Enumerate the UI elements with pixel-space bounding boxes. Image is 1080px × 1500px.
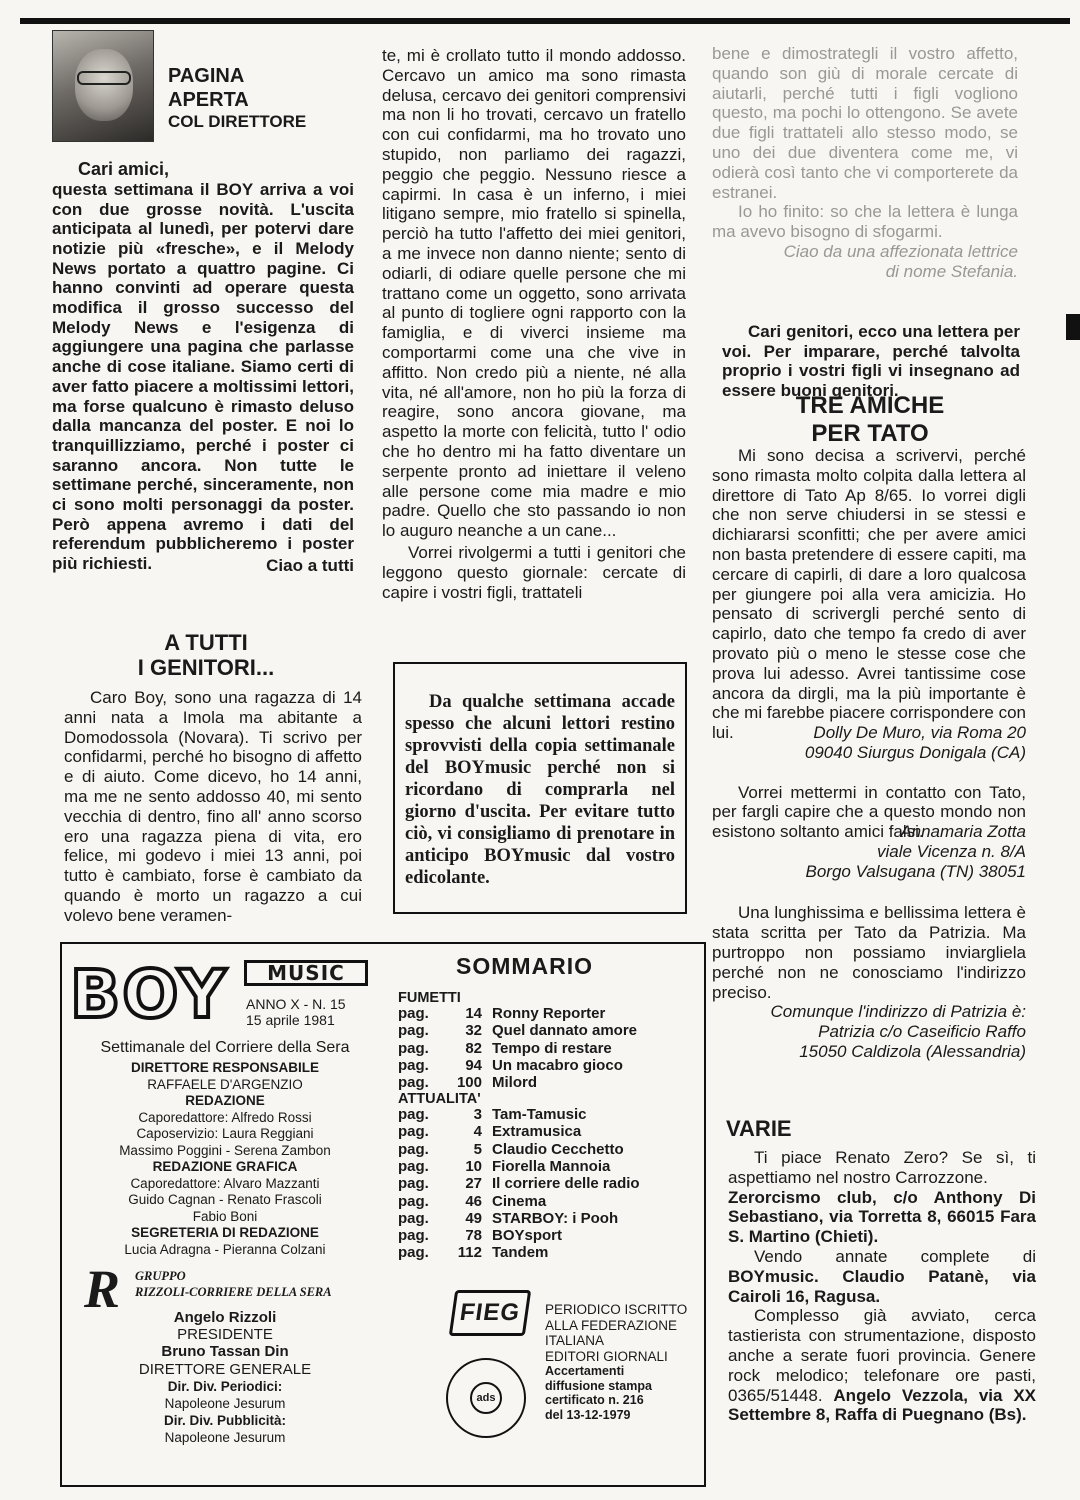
music-logo: MUSIC xyxy=(244,960,368,986)
caption-line: ITALIANA xyxy=(545,1333,605,1348)
sommario-entry-title: Il corriere delle radio xyxy=(492,1175,640,1193)
sommario-fumetti-heading: FUMETTI xyxy=(398,990,461,1006)
rizzoli-group-line1: GRUPPO xyxy=(135,1269,186,1283)
glasses-shape xyxy=(77,71,131,85)
issue-info xyxy=(246,996,346,1028)
sommario-page-number: 14 xyxy=(465,1005,482,1022)
masthead-person-line: Bruno Tassan Din xyxy=(161,1343,289,1361)
tato-sign-1b: 09040 Siurgus Donigala (CA) xyxy=(804,742,1026,762)
sommario-pag: pag. xyxy=(398,1140,429,1158)
sommario-entry-title: Fiorella Mannoia xyxy=(492,1157,611,1175)
sommario-row xyxy=(398,1106,698,1123)
fieg-text xyxy=(545,1302,687,1364)
tato-sign-2c: Borgo Valsugana (TN) 38051 xyxy=(805,861,1026,881)
sommario-entry-title: Milord xyxy=(492,1074,537,1092)
varie-item3a: Complesso già avviato, cerca tastierista con strumentazione, disposto anche a serate fuori provincia. Genere rock melodico; telefonare ore pasti, 0365/51448. xyxy=(728,1306,1036,1405)
sommario-row xyxy=(398,1141,698,1158)
issue-number: ANNO X - N. 15 xyxy=(246,996,346,1012)
letter-headline xyxy=(60,630,352,680)
varie-item2a: Vendo annate complete di xyxy=(754,1246,1036,1266)
masthead-person-line: Angelo Rizzoli xyxy=(173,1309,277,1326)
sommario-entry-title: Cinema xyxy=(492,1192,547,1210)
sommario-page-number: 27 xyxy=(465,1175,482,1193)
sommario-page-number: 32 xyxy=(465,1022,482,1040)
tato-headline-line2: PER TATO xyxy=(811,420,929,447)
tato-sign-2a: Annamaria Zotta xyxy=(900,821,1026,841)
masthead-person-line: Dir. Div. Periodici: xyxy=(167,1378,283,1394)
sommario-pag: pag. xyxy=(398,1056,429,1074)
page-subtitle: COL DIRETTORE xyxy=(168,112,307,131)
masthead-person-line: Napoleone Jesurum xyxy=(164,1396,286,1411)
sommario-entry-title: Quel dannato amore xyxy=(492,1022,638,1040)
sommario-entry-title: Tempo di restare xyxy=(492,1039,612,1057)
masthead-line: REDAZIONE xyxy=(185,1093,265,1108)
page-title xyxy=(168,64,249,112)
sommario-entry-title: Un macabro gioco xyxy=(492,1056,623,1074)
sommario-row xyxy=(398,1193,698,1210)
sommario-page-number: 5 xyxy=(473,1140,482,1158)
masthead-line: REDAZIONE GRAFICA xyxy=(152,1159,298,1174)
masthead-line: Guido Cagnan - Renato Frascoli xyxy=(128,1192,322,1207)
letter-column-3 xyxy=(712,44,1018,282)
sommario-entry-title: Tandem xyxy=(492,1244,549,1262)
masthead-person-line: PRESIDENTE xyxy=(177,1326,273,1344)
sommario-pag: pag. xyxy=(398,1209,429,1227)
boy-logo: BOY xyxy=(70,956,228,1033)
sommario-row xyxy=(398,1175,698,1192)
sommario-pag: pag. xyxy=(398,1123,429,1141)
sommario-page-number: 10 xyxy=(465,1157,482,1175)
caption-line: del 13-12-1979 xyxy=(545,1407,631,1422)
varie-item3b: Angelo Vezzola, via XX Settembre 8, Raffa di Puegnano (Bs). xyxy=(728,1385,1036,1425)
sommario-row xyxy=(398,1005,698,1022)
sommario-pag: pag. xyxy=(398,1074,429,1092)
tato-headline xyxy=(720,392,1020,448)
sommario-row xyxy=(398,1057,698,1074)
caption-line: EDITORI GIORNALI xyxy=(545,1348,668,1364)
sommario-page-number: 112 xyxy=(457,1244,482,1262)
sommario-row xyxy=(398,1040,698,1057)
masthead-line: Caporedattore: Alvaro Mazzanti xyxy=(130,1175,320,1191)
sommario-page-number: 46 xyxy=(465,1192,482,1210)
editor-reply-text: Cari genitori, ecco una lettera per voi. Per imparare, perché talvolta proprio i vostri figli vi insegnano ad essere buoni genitori. xyxy=(722,322,1020,401)
letter-headline-line2: I GENITORI... xyxy=(137,655,275,680)
sommario-page-number: 94 xyxy=(465,1056,482,1074)
tato-letter-1: Mi sono decisa a scrivervi, perché sono rimasta molto colpita dalla lettera al direttore di Tato Ap 8/65. Io vorrei digli che non serve chiudersi in se stessi e dichiararsi sconfitti; che per avere amici non basta pretendere di essere capiti, ma cercare di capirli, di dare a loro qualcosa per giungere poi alla vera amicizia. Ho pensato di scrivergli perché sento di capirlo, dato che tempo fa credo di aver provato più o meno le stesse cose che prova lui adesso. Avrei tantissime cose ancora da dirgli, ma la più importante è che mi farebbe piacere corrispondere con lui. xyxy=(712,446,1026,743)
varie-item1a: Ti piace Renato Zero? Se sì, ti aspettiamo nel nostro Carrozzone. xyxy=(728,1148,1036,1187)
masthead-tagline: Settimanale del Corriere della Sera xyxy=(100,1039,350,1056)
issue-date: 15 aprile 1981 xyxy=(246,1012,335,1028)
masthead-line: Massimo Poggini - Serena Zambon xyxy=(119,1142,331,1158)
editorial-body: questa settimana il BOY arriva a voi con due grosse novità. L'uscita anticipata al lunedì, per potervi dare notizie più «fresche», e il Melody News portato a quattro pagine. Ci hanno convinti ad operare questa modifica il grosso successo del Melody News e l'esigenza di aggiungere una pagina che parlasse anche di cose italiane. Siamo certi di aver fatto piacere a moltissimi lettori, ma forse qualcuno è rimasto deluso dalla mancanza del poster. E noi lo tranquillizziamo, perché i poster ci saranno ancora. Non tutte le settimane perché, sinceramente, non ci sono molti personaggi da poster. Però appena avremo i dati del referendum pubblicheremo i poster più richiesti. xyxy=(52,179,354,574)
title-line1: PAGINA xyxy=(168,65,245,87)
editorial-signoff: Ciao a tutti xyxy=(266,555,354,575)
sommario-row xyxy=(398,1227,698,1244)
rizzoli-group xyxy=(135,1268,332,1300)
sommario-row xyxy=(398,1210,698,1227)
caption-line: diffusione stampa xyxy=(545,1378,652,1393)
sommario-entry-title: Ronny Reporter xyxy=(492,1005,606,1022)
sommario-pag: pag. xyxy=(398,1106,429,1123)
sommario-page-number: 78 xyxy=(465,1227,482,1245)
sommario-entry-title: Tam-Tamusic xyxy=(492,1106,587,1123)
sommario-page-number: 4 xyxy=(473,1123,482,1141)
sommario-attualita-heading: ATTUALITA' xyxy=(398,1091,481,1107)
sommario-pag: pag. xyxy=(398,1022,429,1040)
sommario-row xyxy=(398,1022,698,1039)
sommario-pag: pag. xyxy=(398,1175,429,1193)
sommario-entry-title: STARBOY: i Pooh xyxy=(492,1209,619,1227)
sommario-page-number: 100 xyxy=(456,1074,482,1092)
reservation-notice xyxy=(393,662,687,914)
masthead-person-line: Dir. Div. Pubblicità: xyxy=(163,1413,287,1429)
tato-letters xyxy=(712,446,1026,1062)
masthead-line: Caposervizio: Laura Reggiani xyxy=(136,1126,314,1141)
sommario-entry-title: BOYsport xyxy=(492,1227,563,1245)
letter-headline-line1: A TUTTI xyxy=(164,630,248,655)
face-shape xyxy=(75,49,133,121)
sommario-pag: pag. xyxy=(398,1039,429,1057)
editorial-column xyxy=(52,160,354,576)
sommario-row xyxy=(398,1123,698,1140)
tato-sign-1a: Dolly De Muro, via Roma 20 xyxy=(813,722,1026,742)
sommario-pag: pag. xyxy=(398,1157,429,1175)
caption-line: PERIODICO ISCRITTO xyxy=(545,1302,688,1317)
sommario-entry-title: Claudio Cecchetto xyxy=(492,1140,624,1158)
masthead-line: Lucia Adragna - Pieranna Colzani xyxy=(124,1241,326,1257)
notice-text: Da qualche settimana accade spesso che alcuni lettori restino sprovvisti della copia settimanale del BOYmusic perché non si ricordano di comprarla nel giorno d'uscita. Per evitare tutto ciò, vi consigliamo di prenotare in anticipo BOYmusic dal vostro edicolante. xyxy=(405,691,675,888)
tato-letter-3: Una lunghissima e bellissima lettera è stata scritta per Tato da Patrizia. Ma purtroppo non possiamo inviargliela perché non ne conosciamo l'indirizzo preciso. xyxy=(712,903,1026,1002)
letter-text-3: Vorrei rivolgermi a tutti i genitori che leggono questo giornale: cercate di capire i vostri figli, trattateli xyxy=(382,542,686,602)
masthead-line: Fabio Boni xyxy=(192,1208,258,1224)
sommario-pag: pag. xyxy=(398,1244,429,1262)
sommario-page-number: 3 xyxy=(473,1106,482,1123)
masthead-line: Caporedattore: Alfredo Rossi xyxy=(138,1109,312,1125)
varie-item1b: Zerorcismo club, c/o Anthony Di Sebastiano, via Torretta 8, 66015 Fara S. Martino (Chieti). xyxy=(728,1187,1036,1247)
masthead-line: SEGRETERIA DI REDAZIONE xyxy=(131,1225,319,1240)
sommario-pag: pag. xyxy=(398,1192,429,1210)
sommario-row xyxy=(398,1074,698,1091)
varie-item2b: BOYmusic. Claudio Patanè, via Cairoli 16, Ragusa. xyxy=(728,1266,1036,1306)
sommario-row xyxy=(398,1158,698,1175)
title-line2: APERTA xyxy=(168,89,249,111)
letter-text-2: te, mi è crollato tutto il mondo addosso. Cercavo un amico ma sono rimasta delusa, cercavo dei genitori comprensivi ma non li ho trovati, cercavo un fratello con cui confidarmi, ma ho trovato uno stupido, non parliamo dei ragazzi, peggio che peggio. Nessuno riesce a capirmi. In casa è un inferno, i miei litigano sempre, mio fratello si spinella, perciò ha tutto l'affetto dei miei genitori, a me invece non danno niente; sento di odiarli, di odiare quelle persone che mi trattano come un oggetto, sono arrivata al punto di togliere ogni rapporto con la famiglia, e di viverci insieme ma comportarmi come una che vive in affitto. Non credo più a niente, né alla vita, né all'amore, non ho più la forza di reagire, sono ancora giovane, ma aspetto la morte con felicità, tutto l' odio che ho dentro mi ha fatto diventare un serpente pronto ad iniettare il veleno alle persone come mia madre e mio padre. Quello che sto passando io non lo auguro neanche a un cane... xyxy=(382,46,686,541)
letter-text-1: Caro Boy, sono una ragazza di 14 anni nata a Imola ma abitante a Domodossola (Novara). Ti scrivo per confidarmi, perché ho bisogno di affetto e di aiuto. Come dicevo, ho 14 anni, ma me ne sento addosso 40, mi sento vecchia di dentro, fino all' anno scorso ero una ragazza piena di vita, ero felice, mi godevo i miei 13 anni, poi tutto è cambiato, forse è cambiato da quando è morto un ragazzo a cui volevo bene veramen- xyxy=(64,688,362,925)
tato-letter-2: Vorrei mettermi in contatto con Tato, per fargli capire che a questo mondo non esistono soltanto amici falsi. xyxy=(712,782,1026,842)
sommario-pag: pag. xyxy=(398,1227,429,1245)
ads-text xyxy=(545,1364,652,1422)
sommario-page-number: 49 xyxy=(465,1209,482,1227)
ads-logo: ads xyxy=(470,1382,502,1414)
tato-sign-3b: Patrizia c/o Caseificio Raffo xyxy=(818,1022,1026,1042)
sommario-row xyxy=(398,1244,698,1261)
masthead-line: RAFFAELE D'ARGENZIO xyxy=(147,1076,303,1092)
sommario-entry-title: Extramusica xyxy=(492,1123,582,1141)
masthead-person-line: DIRETTORE GENERALE xyxy=(138,1360,312,1378)
tato-sign-3c: 15050 Caldizola (Alessandria) xyxy=(799,1041,1026,1061)
letter-text-4: bene e dimostrategli il vostro affetto, quando son giù di morale cercate di aiutarli, perché tutti i figli vogliono questo, ma pochi lo ottengono. Se avete due figli trattateli allo stesso modo, se uno dei due diventera come me, vi odierà così tanto che vi comporterete da estranei. xyxy=(712,44,1018,202)
letter-column-2 xyxy=(382,46,686,602)
letter-signature-1: Ciao da una affezionata lettrice xyxy=(783,241,1018,261)
rizzoli-group-line2: RIZZOLI-CORRIERE DELLA SERA xyxy=(135,1285,332,1299)
rizzoli-logo: R xyxy=(84,1259,121,1319)
top-rule xyxy=(20,18,1070,24)
tato-sign-2b: viale Vicenza n. 8/A xyxy=(877,841,1026,861)
tato-sign-3a: Comunque l'indirizzo di Patrizia è: xyxy=(770,1002,1026,1022)
sommario-pag: pag. xyxy=(398,1005,429,1022)
caption-line: certificato n. 216 xyxy=(545,1393,644,1407)
letter-part1 xyxy=(64,688,362,926)
editor-reply xyxy=(722,322,1020,401)
varie-column xyxy=(728,1148,1036,1425)
masthead-person-line: Napoleone Jesurum xyxy=(164,1430,286,1446)
sommario-title: SOMMARIO xyxy=(456,953,594,979)
tato-headline-line1: TRE AMICHE xyxy=(795,392,945,419)
sommario-page-number: 82 xyxy=(465,1039,482,1057)
page-edge-tab xyxy=(1066,314,1080,340)
caption-line: ALLA FEDERAZIONE xyxy=(545,1317,678,1333)
fieg-logo: FIEG xyxy=(449,1290,531,1336)
director-photo xyxy=(52,30,154,142)
varie-heading: VARIE xyxy=(726,1116,792,1141)
letter-text-5: Io ho finito: so che la lettera è lunga ma avevo bisogno di sfogarmi. xyxy=(712,202,1018,242)
masthead-line: DIRETTORE RESPONSABILE xyxy=(130,1060,320,1075)
letter-signature-2: di nome Stefania. xyxy=(885,261,1018,281)
editorial-greeting: Cari amici, xyxy=(78,159,170,179)
caption-line: Accertamenti xyxy=(545,1364,625,1378)
